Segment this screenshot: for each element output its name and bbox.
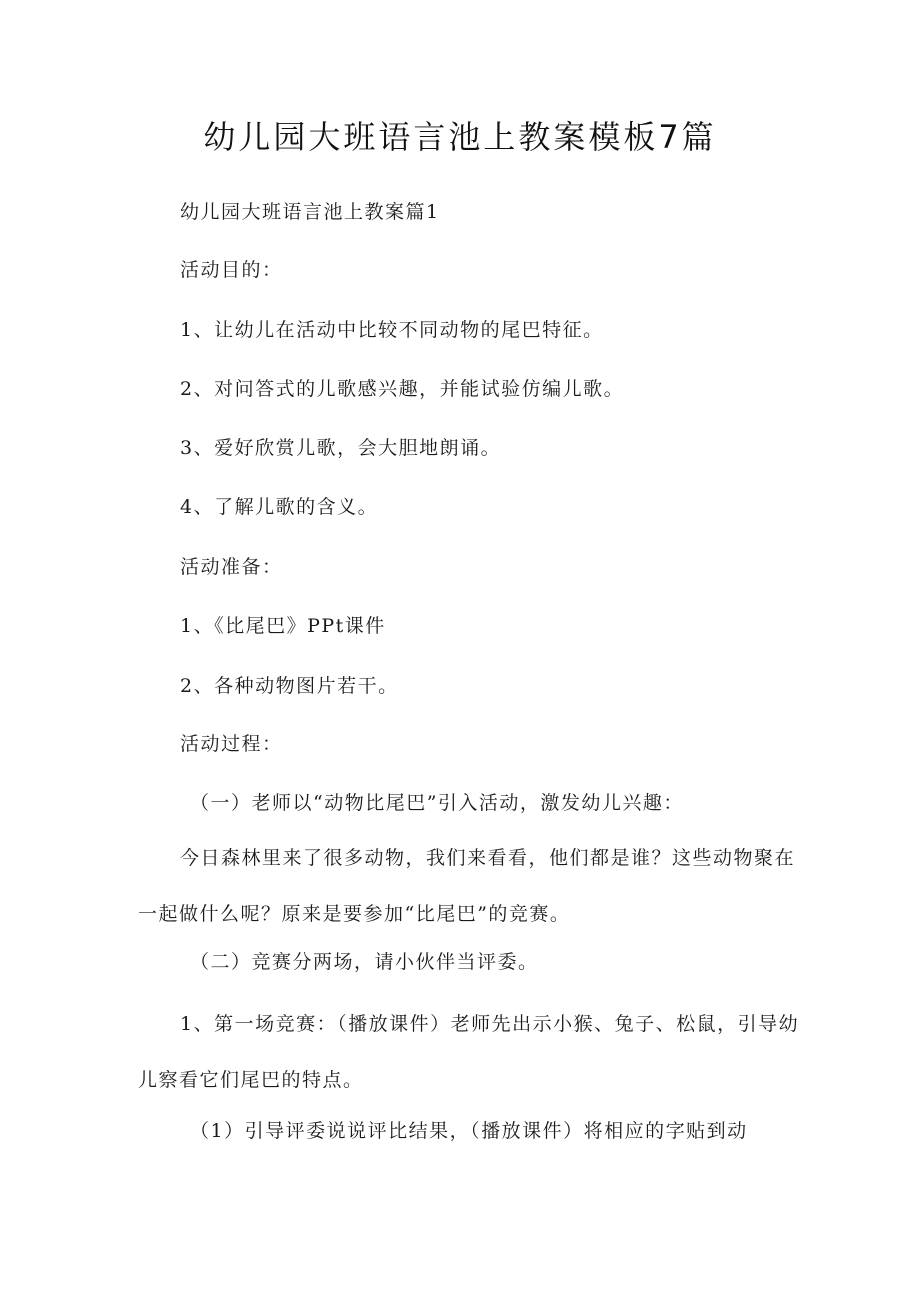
goal-item: 4、了解儿歌的含义。 <box>180 496 379 518</box>
prep-heading: 活动准备： <box>180 556 283 578</box>
prep-item: 1、《比尾巴》PPt课件 <box>180 615 386 637</box>
paragraph-line: 儿察看它们尾巴的特点。 <box>138 1069 364 1091</box>
goal-item: 2、对问答式的儿歌感兴趣，并能试验仿编儿歌。 <box>180 378 625 400</box>
paragraph-line: 1、第一场竞赛：（播放课件）老师先出示小猴、兔子、松鼠，引导幼 <box>180 1013 800 1035</box>
process-step-1-paragraph <box>138 830 795 942</box>
goal-item: 1、让幼儿在活动中比较不同动物的尾巴特征。 <box>180 319 604 341</box>
document-title: 幼儿园大班语言池上教案模板7篇 <box>203 118 717 156</box>
prep-item: 2、各种动物图片若干。 <box>180 675 399 697</box>
section-heading: 幼儿园大班语言池上教案篇1 <box>180 201 440 223</box>
process-step-2: （二）竞赛分两场，请小伙伴当评委。 <box>190 951 539 973</box>
paragraph-line: 今日森林里来了很多动物，我们来看看，他们都是谁？这些动物聚在 <box>180 847 796 869</box>
process-step-2-sub-1: （1）引导评委说说评比结果，（播放课件）将相应的字贴到动 <box>190 1120 748 1142</box>
process-step-1: （一）老师以“动物比尾巴”引入活动，激发幼儿兴趣： <box>190 792 684 814</box>
process-step-2-paragraph <box>138 996 799 1108</box>
paragraph-line: 一起做什么呢？原来是要参加“比尾巴”的竞赛。 <box>138 903 571 925</box>
process-heading: 活动过程： <box>180 733 283 755</box>
goal-item: 3、爱好欣赏儿歌，会大胆地朗诵。 <box>180 437 502 459</box>
goals-heading: 活动目的： <box>180 259 283 281</box>
